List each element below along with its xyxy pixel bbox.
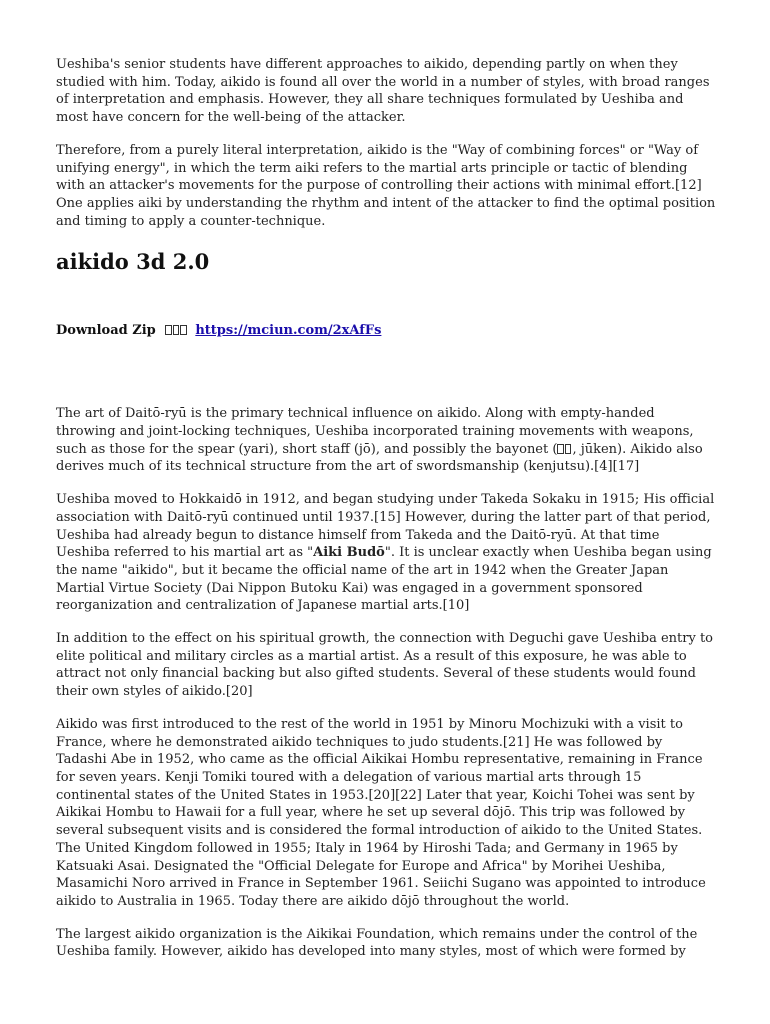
missing-glyph-icon xyxy=(557,442,572,457)
body-paragraph-2: Ueshiba moved to Hokkaidō in 1912, and began studying under Takeda Sokaku in 1915; His official association with Daitō-ryū continued until 1937.[15] However, during the latter part of that period, Ueshiba had already begun to distance himself from Takeda and the Daitō-ryū. At that time Ueshiba referred to his martial art as "Aiki Budō". It is unclear exactly when Ueshiba began using the name "aikido", but it became the official name of the art in 1942 when the Greater Japan Martial Virtue Society (Dai Nippon Butoku Kai) was engaged in a government sponsored reorganization and centralization of Japanese martial arts.[10] xyxy=(56,492,715,614)
article-body xyxy=(56,405,716,961)
download-link[interactable]: https://mciun.com/2xAfFs xyxy=(195,323,382,339)
body-paragraph-3: In addition to the effect on his spiritual growth, the connection with Deguchi gave Ueshiba entry to elite political and military circles as a martial artist. As a result of this exposure, he was able to attract not only financial backing but also gifted students. Several of these students would found their own styles of aikido.[20] xyxy=(56,631,714,700)
missing-glyph-icon xyxy=(165,323,195,338)
page-title: aikido 3d 2.0 xyxy=(56,249,210,275)
intro-paragraph-2: Therefore, from a purely literal interpretation, aikido is the "Way of combining forces" or "Way of unifying energy", in which the term aiki refers to the martial arts principle or tactic of blending with an attacker's movements for the purpose of controlling their actions with minimal effort.[12] One applies aiki by understanding the rhythm and intent of the attacker to find the optimal position and timing to apply a counter-technique. xyxy=(56,142,716,229)
download-label: Download Zip xyxy=(56,323,156,339)
aiki-budo-term: Aiki Budō xyxy=(313,545,385,561)
body-paragraph-1: The art of Daitō-ryū is the primary technical influence on aikido. Along with empty-handed throwing and joint-locking techniques, Ueshiba incorporated training movements with weapons, such as those for the spear (yari), short staff (jō), and possibly the bayonet ( , jūken). Aikido also derives much of its technical structure from the art of swordsmanship (kenjutsu).[4][17] xyxy=(56,406,703,475)
body-paragraph-5: The largest aikido organization is the Aikikai Foundation, which remains under the control of the Ueshiba family. However, aikido has developed into many styles, most of which were formed by xyxy=(56,926,698,960)
download-line xyxy=(56,322,716,340)
document-page xyxy=(56,56,716,961)
intro-paragraph-1: Ueshiba's senior students have different approaches to aikido, depending partly on when they studied with him. Today, aikido is found all over the world in a number of styles, with broad ranges of interpretation and emphasis. However, they all share techniques formulated by Ueshiba and most have concern for the well-being of the attacker. xyxy=(56,57,710,126)
body-paragraph-4: Aikido was first introduced to the rest of the world in 1951 by Minoru Mochizuki with a visit to France, where he demonstrated aikido techniques to judo students.[21] He was followed by Tadashi Abe in 1952, who came as the official Aikikai Hombu representative, remaining in France for seven years. Kenji Tomiki toured with a delegation of various martial arts through 15 continental states of the United States in 1953.[20][22] Later that year, Koichi Tohei was sent by Aikikai Hombu to Hawaii for a full year, where he set up several dōjō. This trip was followed by several subsequent visits and is considered the formal introduction of aikido to the United States. The United Kingdom followed in 1955; Italy in 1964 by Hiroshi Tada; and Germany in 1965 by Katsuaki Asai. Designated the "Official Delegate for Europe and Africa" by Morihei Ueshiba, Masamichi Noro arrived in France in September 1961. Seiichi Sugano was appointed to introduce aikido to Australia in 1965. Today there are aikido dōjō throughout the world. xyxy=(56,716,706,909)
